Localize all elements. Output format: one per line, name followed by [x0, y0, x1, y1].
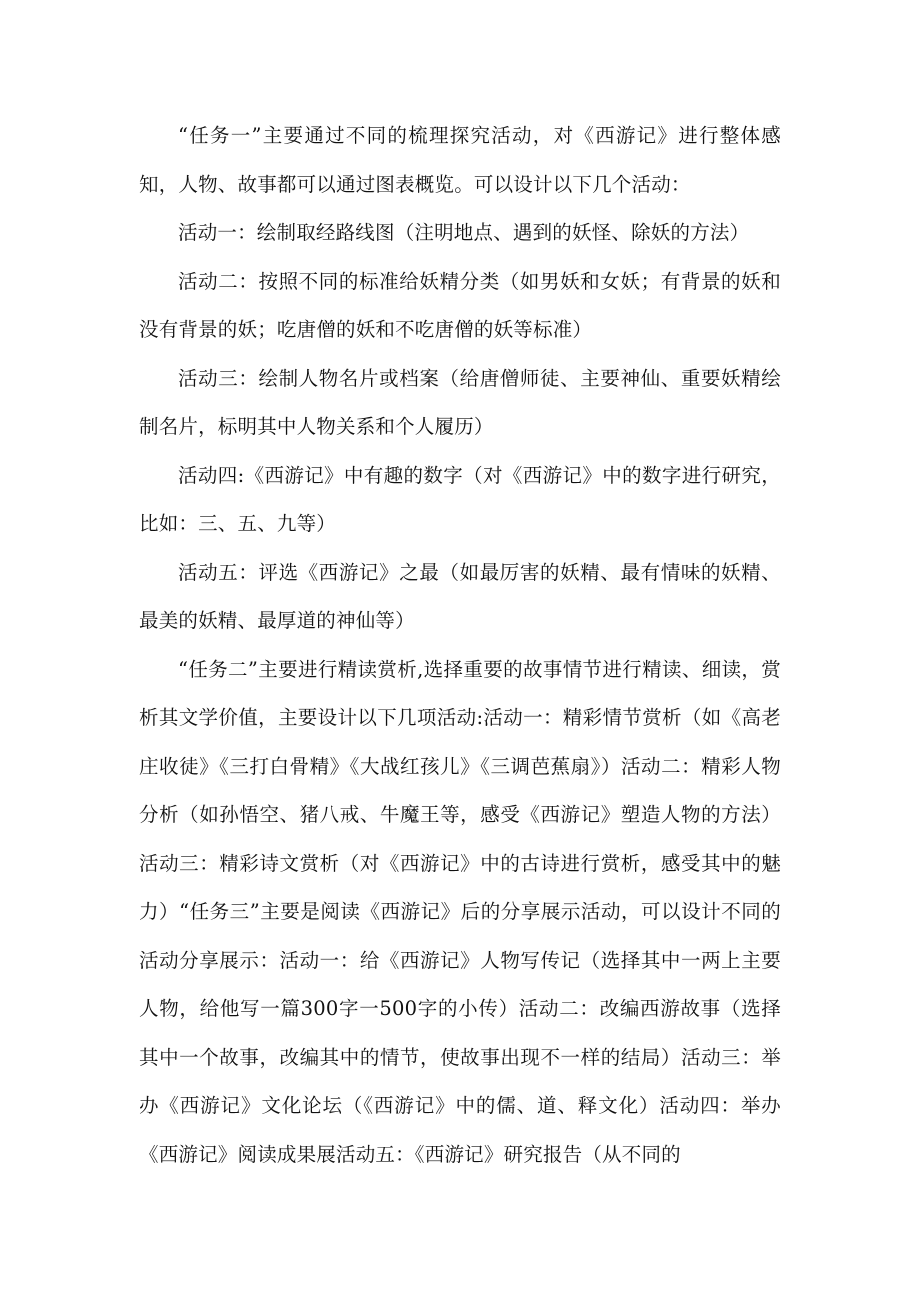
paragraph-activity-five: 活动五：评选《西游记》之最（如最厉害的妖精、最有情味的妖精、最美的妖精、最厚道的神仙等）: [139, 560, 781, 632]
paragraph-task-two-three: “任务二”主要进行精读赏析,选择重要的故事情节进行精读、细读，赏析其文学价值，主要设计以下几项活动:活动一：精彩情节赏析（如《高老庄收徒》《三打白骨精》《大战红孩儿》《三调芭蕉扇》）活动二：精彩人物分析（如孙悟空、猪八戒、牛魔王等，感受《西游记》塑造人物的方法）活动三：精彩诗文赏析（对《西游记》中的古诗进行赏析，感受其中的魅力）“任务三”主要是阅读《西游记》后的分享展示活动，可以设计不同的活动分享展示：活动一：给《西游记》人物写传记（选择其中一两上主要人物，给他写一篇300字一500字的小传）活动二：改编西游故事（选择其中一个故事，改编其中的情节，使故事出现不一样的结局）活动三：举办《西游记》文化论坛（《西游记》中的儒、道、释文化）活动四：举办《西游记》阅读成果展活动五：《西游记》研究报告（从不同的: [139, 657, 781, 1166]
paragraph-activity-three: 活动三：绘制人物名片或档案（给唐僧师徒、主要神仙、重要妖精绘制名片，标明其中人物关系和个人履历）: [139, 366, 781, 438]
paragraph-task-one-intro: “任务一”主要通过不同的梳理探究活动，对《西游记》进行整体感知，人物、故事都可以通过图表概览。可以设计以下几个活动：: [139, 124, 781, 196]
paragraph-activity-one: 活动一：绘制取经路线图（注明地点、遇到的妖怪、除妖的方法）: [178, 221, 750, 244]
document-body: [139, 112, 781, 1179]
paragraph-activity-four: 活动四:《西游记》中有趣的数字（对《西游记》中的数字进行研究，比如：三、五、九等）: [139, 463, 781, 535]
paragraph-activity-two: 活动二：按照不同的标准给妖精分类（如男妖和女妖；有背景的妖和没有背景的妖；吃唐僧的妖和不吃唐僧的妖等标准）: [139, 269, 781, 341]
